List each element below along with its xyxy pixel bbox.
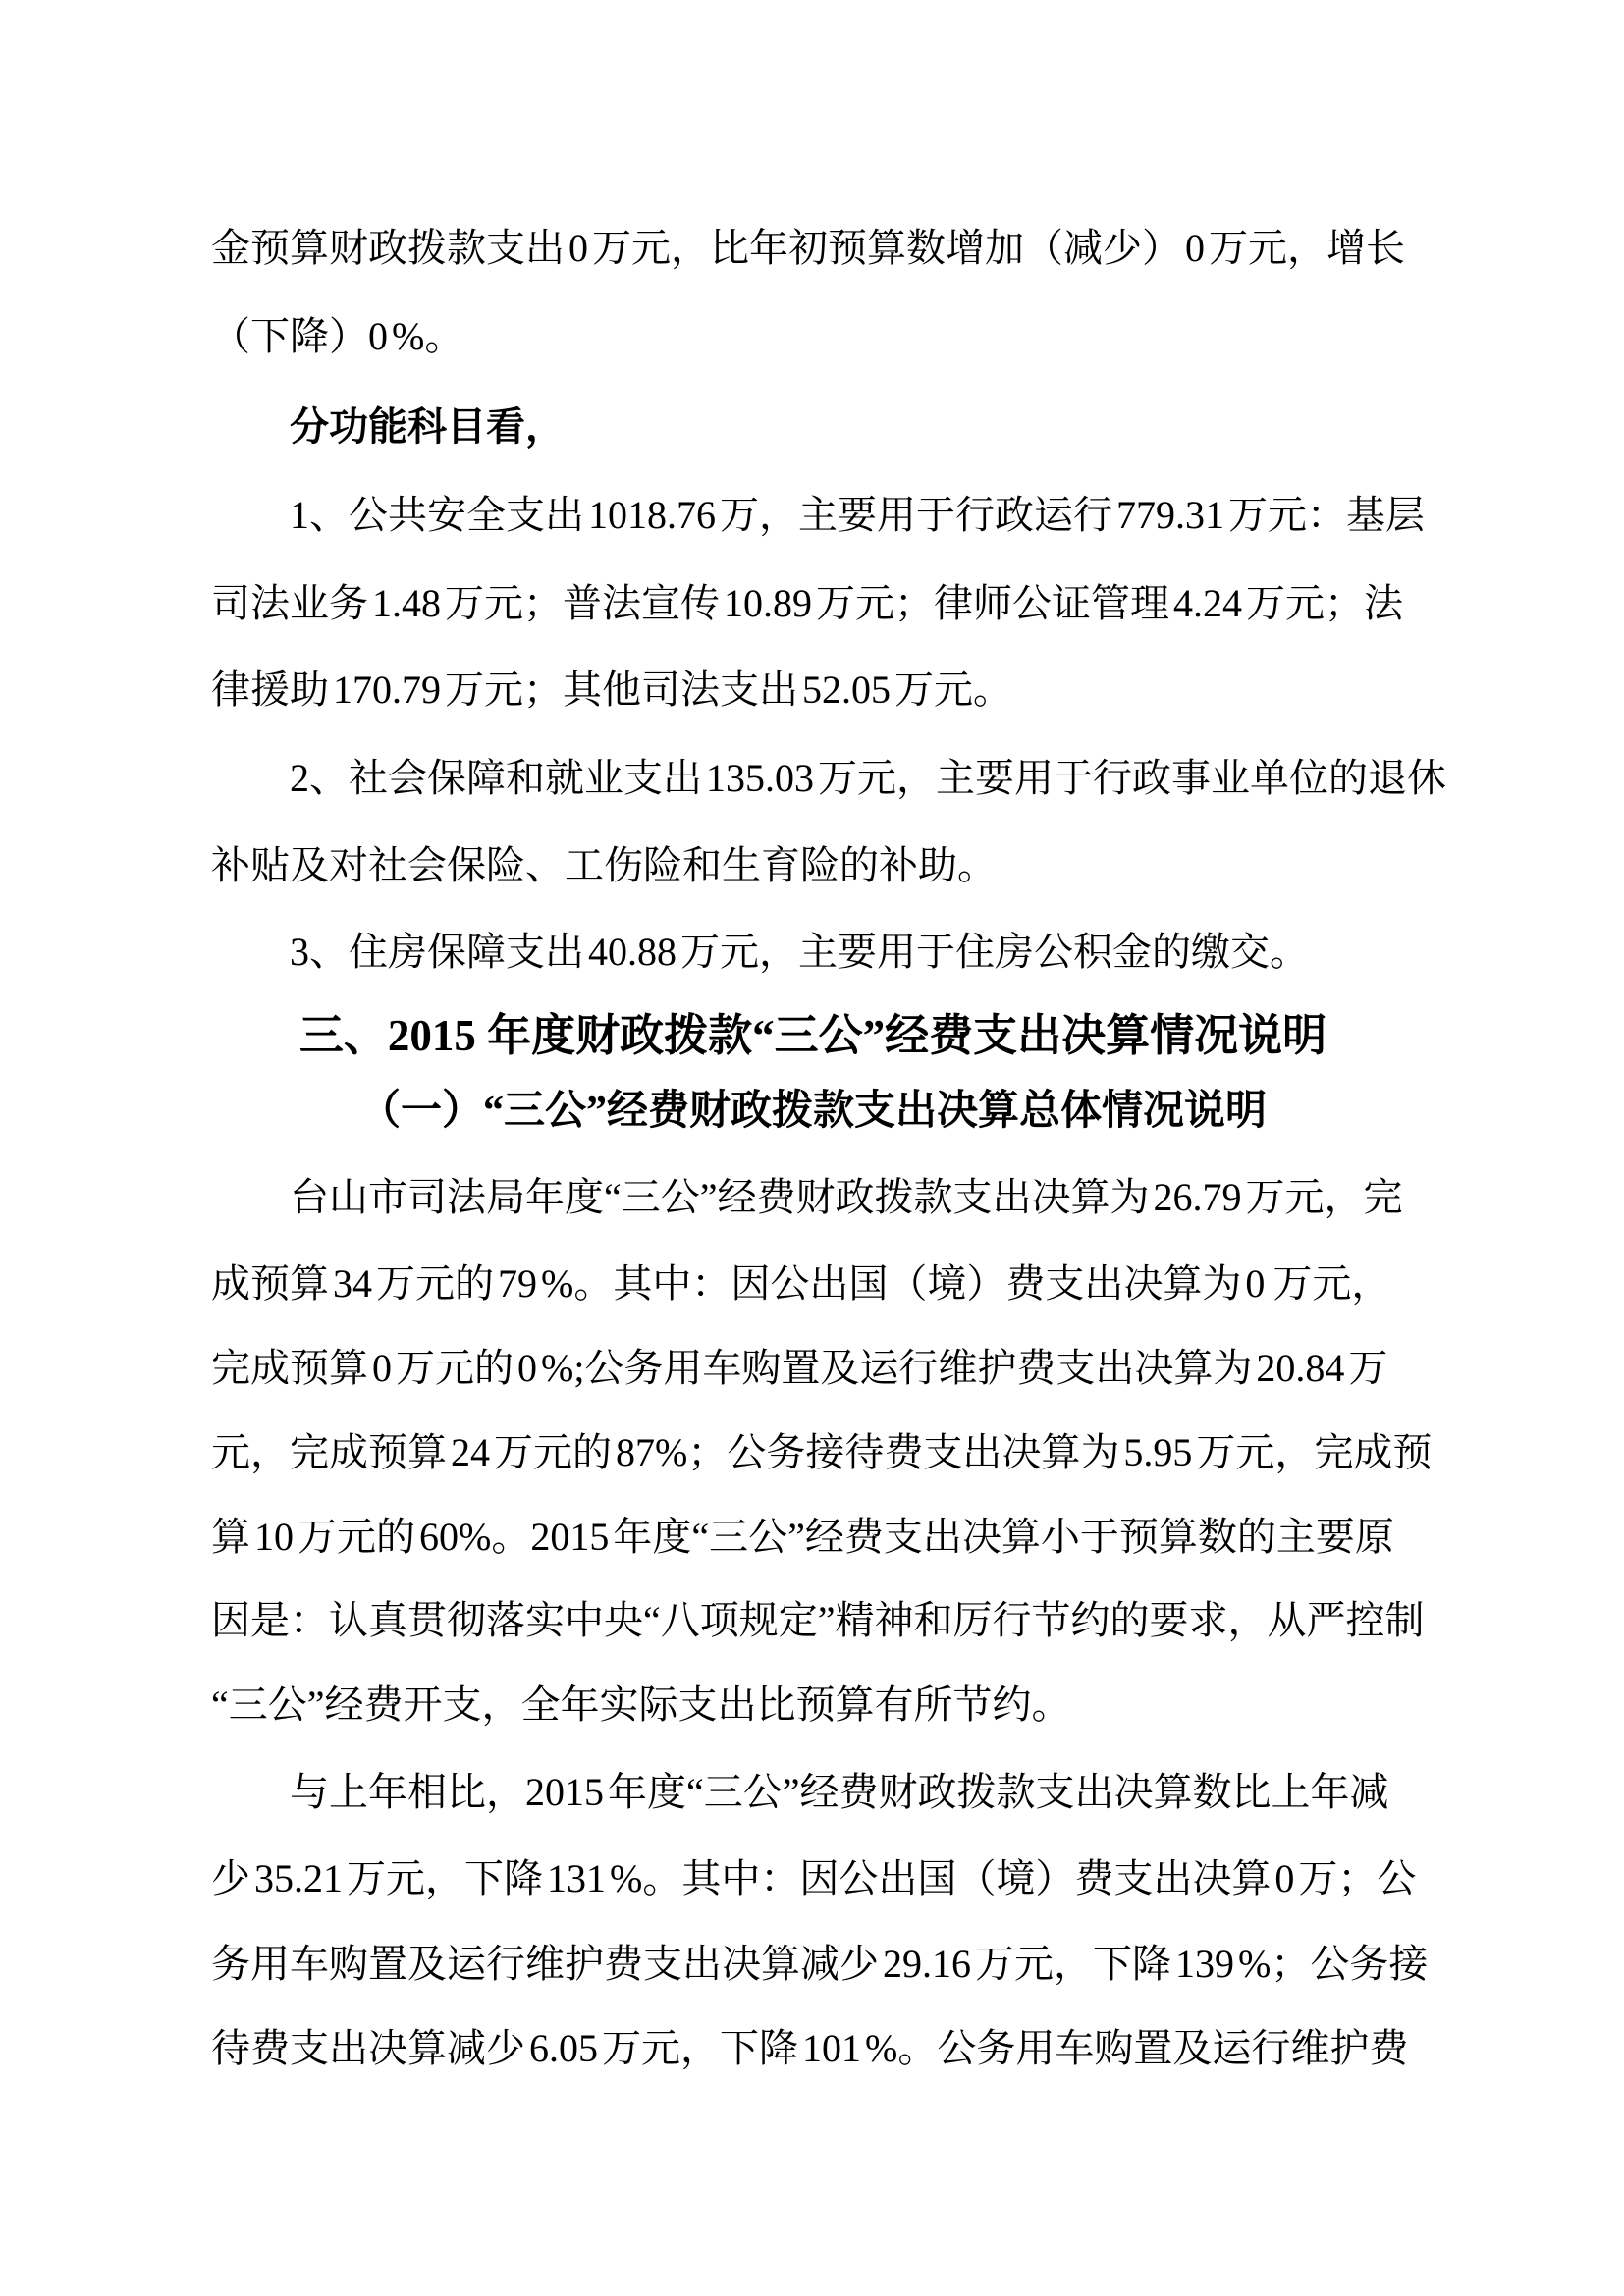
doc-line-21: 务用车购置及运行维护费支出决算减少 29.16 万元，下降 139 %；公务接	[211, 1942, 1429, 1986]
doc-line-07: 2、社会保障和就业支出 135.03 万元，主要用于行政事业单位的退休	[290, 756, 1446, 800]
doc-line-17: 因是：认真贯彻落实中央“八项规定”精神和厉行节约的要求，从严控制	[211, 1598, 1425, 1642]
doc-line-06: 律援助 170.79 万元；其他司法支出 52.05 万元。	[211, 667, 1012, 712]
doc-heading-section3-1: （一）“三公”经费财政拨款支出决算总体情况说明	[358, 1089, 1267, 1134]
doc-line-15: 元，完成预算 24 万元的 87%；公务接待费支出决算为 5.95 万元，完成预	[211, 1430, 1433, 1474]
doc-line-08: 补贴及对社会保险、工伤险和生育险的补助。	[211, 843, 997, 887]
doc-line-05: 司法业务 1.48 万元；普法宣传 10.89 万元；律师公证管理 4.24 万元；法	[211, 581, 1403, 625]
doc-line-14: 完成预算 0 万元的 0 %;公务用车购置及运行维护费支出决算为 20.84 万	[211, 1346, 1388, 1390]
doc-line-02: （下降）0 %。	[211, 314, 464, 358]
doc-line-20: 少 35.21 万元，下降 131 %。其中：因公出国（境）费支出决算 0 万；公	[211, 1856, 1417, 1900]
doc-heading-section3: 三、2015 年度财政拨款“三公”经费支出决算情况说明	[298, 1011, 1327, 1060]
doc-line-13: 成预算 34 万元的 79 %。其中：因公出国（境）费支出决算为 0 万元，	[211, 1261, 1391, 1306]
doc-line-12: 台山市司法局年度“三公”经费财政拨款支出决算为 26.79 万元，完	[290, 1175, 1403, 1219]
doc-line-18: “三公”经费开支，全年实际支出比预算有所节约。	[211, 1682, 1071, 1727]
doc-line-09: 3、住房保障支出 40.88 万元，主要用于住房公积金的缴交。	[290, 930, 1309, 974]
doc-line-16: 算 10 万元的 60%。2015 年度“三公”经费支出决算小于预算数的主要原	[211, 1515, 1394, 1559]
doc-line-01: 金预算财政拨款支出 0 万元，比年初预算数增加（减少） 0 万元，增长	[211, 226, 1405, 270]
doc-line-03-subheading: 分功能科目看，	[290, 404, 565, 449]
doc-line-04: 1、公共安全支出 1018.76 万，主要用于行政运行 779.31 万元：基层	[290, 493, 1425, 537]
doc-line-22: 待费支出决算减少 6.05 万元，下降 101 %。公务用车购置及运行维护费	[211, 2026, 1409, 2070]
doc-line-19: 与上年相比，2015 年度“三公”经费财政拨款支出决算数比上年减	[290, 1770, 1389, 1814]
